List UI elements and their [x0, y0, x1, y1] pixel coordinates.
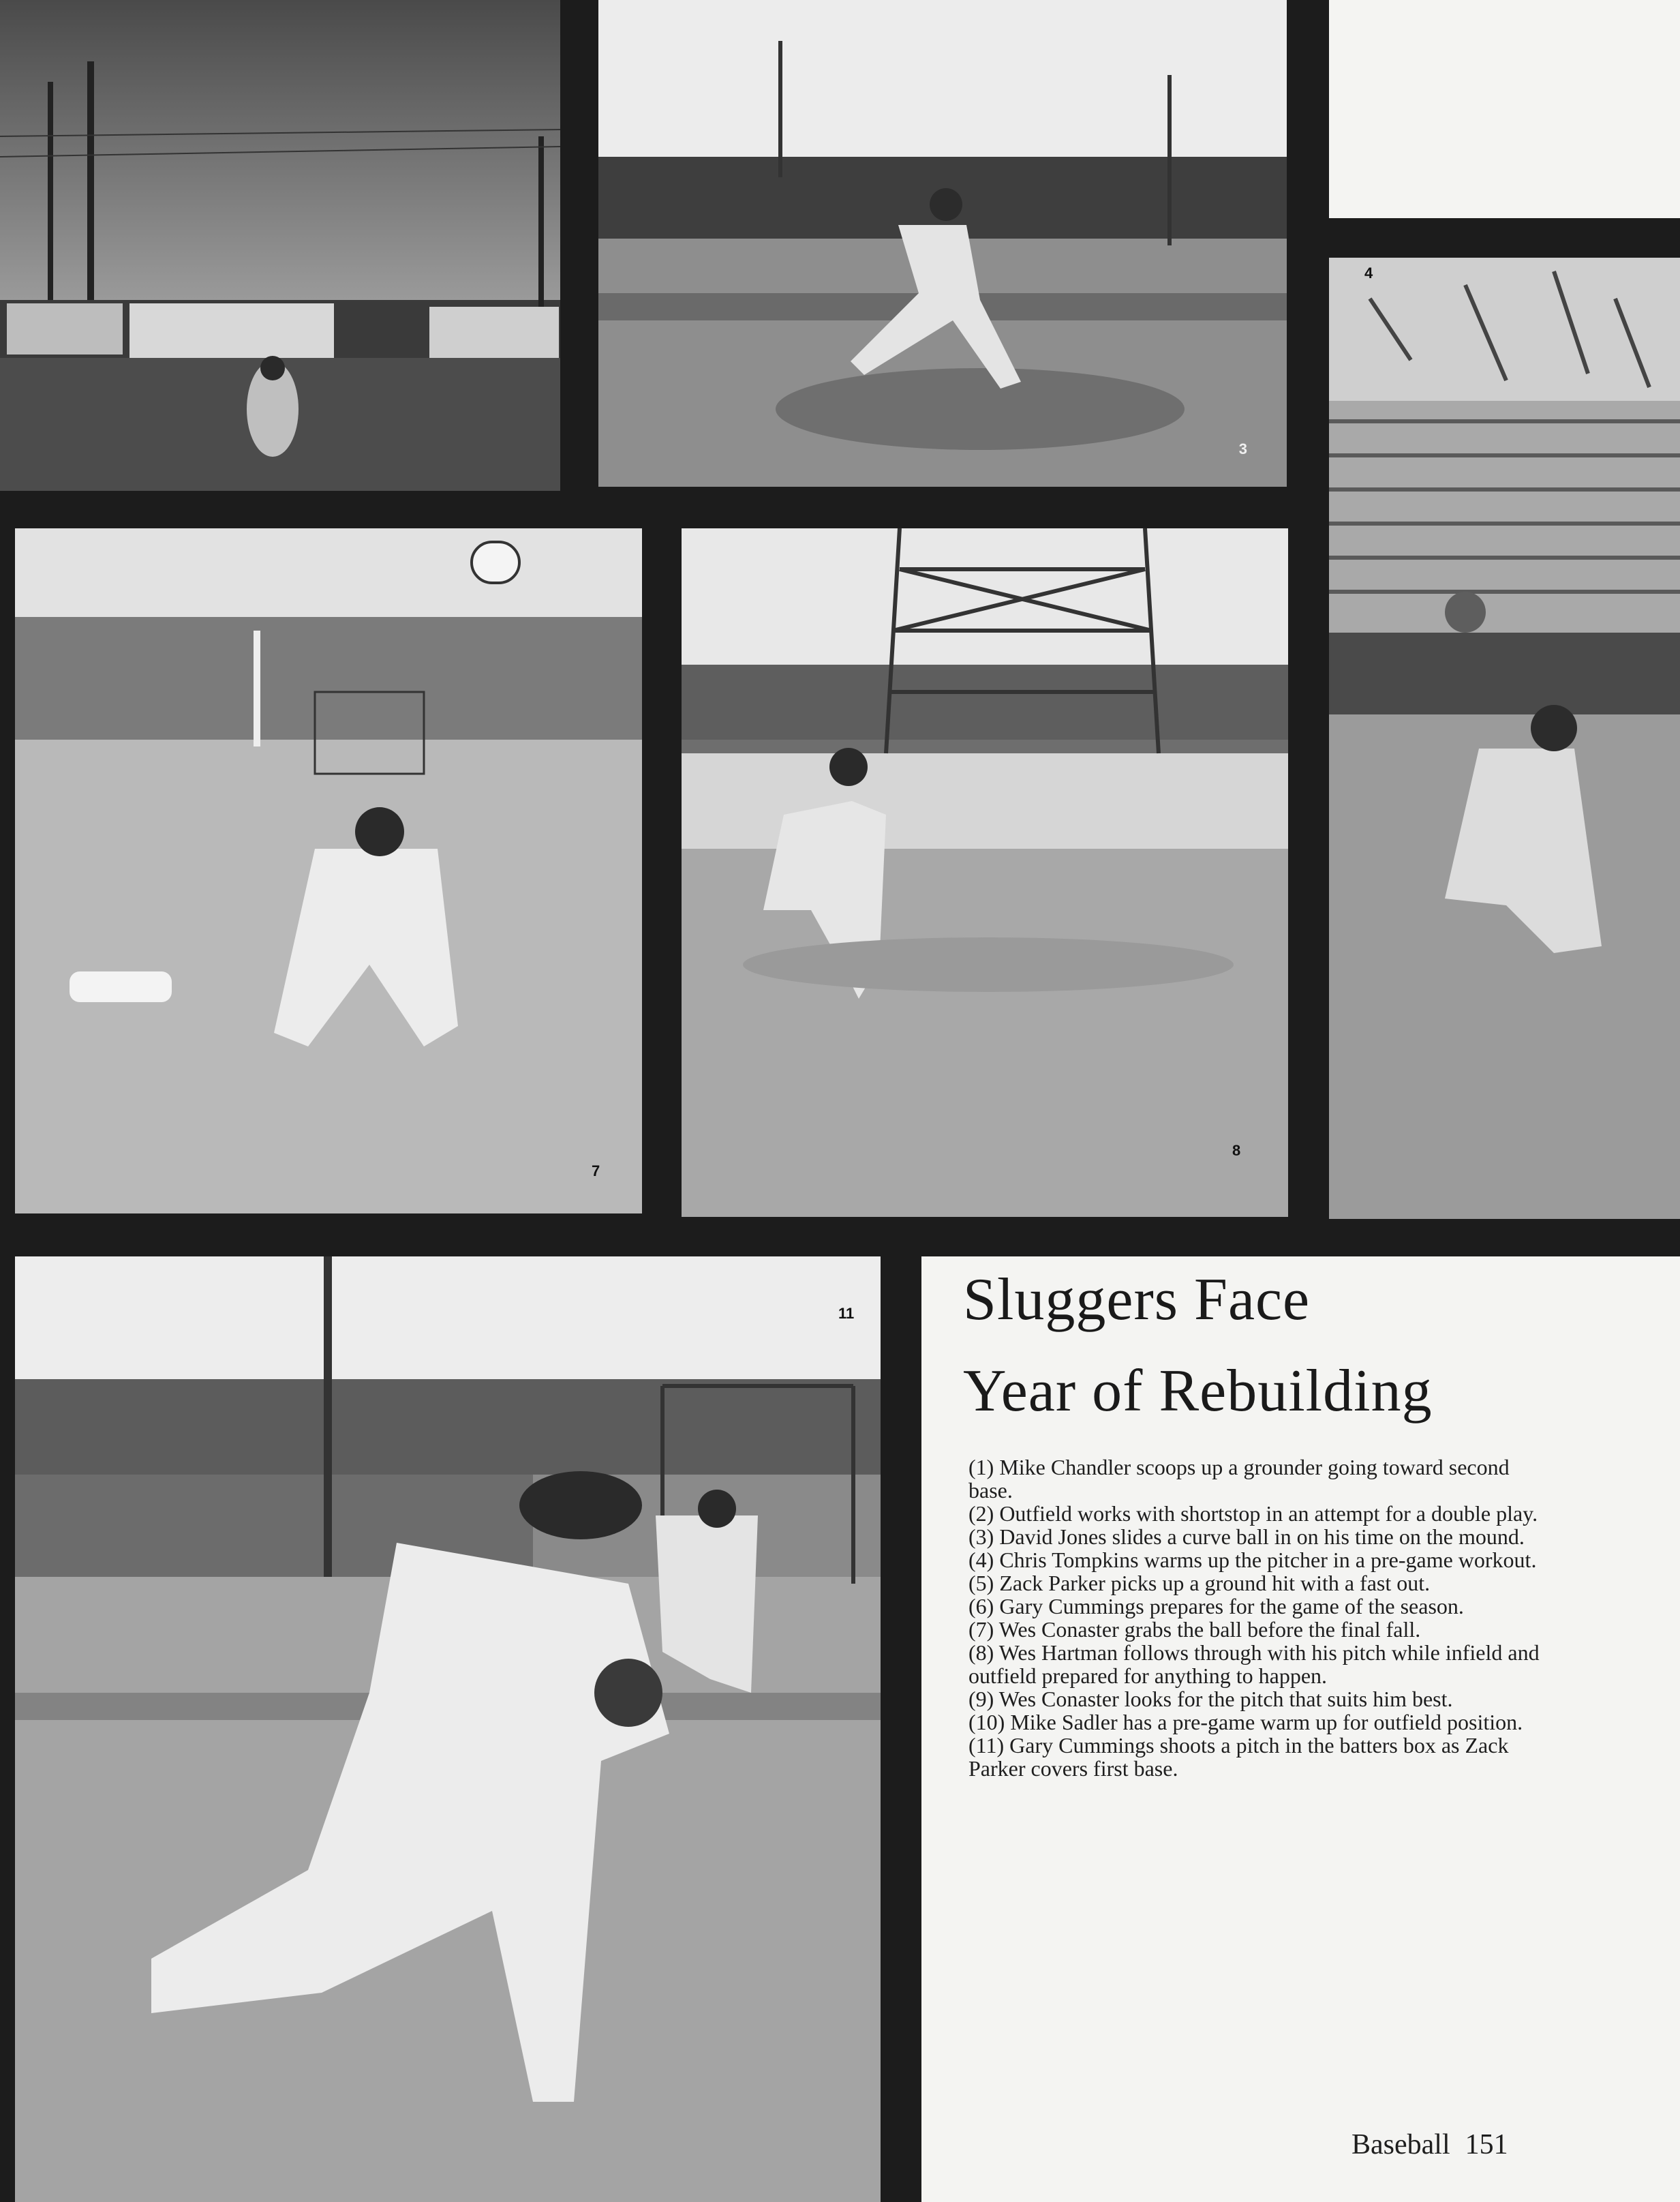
photo-11-number: 11: [838, 1305, 855, 1322]
caption-5: (5) Zack Parker picks up a ground hit with a fast out.: [968, 1571, 1431, 1595]
caption-8: (8) Wes Hartman follows through with his pitch while infield and outfield prepared for anything to happen.: [968, 1640, 1540, 1688]
photo-4: [1329, 258, 1680, 1219]
photo-8-number: 8: [1232, 1142, 1241, 1159]
photo-1-image: [0, 0, 560, 491]
caption-4: (4) Chris Tompkins warms up the pitcher in a pre-game workout.: [968, 1548, 1537, 1572]
photo-11: [15, 1256, 881, 2202]
photo-7: [15, 528, 642, 1213]
caption-2: (2) Outfield works with shortstop in an attempt for a double play.: [968, 1501, 1538, 1526]
caption-9: (9) Wes Conaster looks for the pitch that suits him best.: [968, 1687, 1453, 1711]
footer-section: Baseball: [1351, 2129, 1450, 2160]
headline-line-1: Sluggers Face: [963, 1267, 1311, 1333]
photo-8: [682, 528, 1288, 1217]
photo-4-number: 4: [1364, 265, 1373, 282]
photo-8-image: [682, 528, 1288, 1217]
page-number: 151: [1465, 2129, 1508, 2160]
photo-7-image: [15, 528, 642, 1213]
photo-3-number: 3: [1238, 440, 1247, 457]
photo-1: [0, 0, 560, 491]
caption-1: (1) Mike Chandler scoops up a grounder going toward second base.: [968, 1455, 1510, 1503]
caption-11: (11) Gary Cummings shoots a pitch in the batters box as Zack Parker covers first base.: [968, 1733, 1509, 1781]
photo-3-image: [598, 0, 1287, 487]
caption-3: (3) David Jones slides a curve ball in on his time on the mound.: [968, 1524, 1525, 1549]
caption-10: (10) Mike Sadler has a pre-game warm up for outfield position.: [968, 1710, 1523, 1734]
photo-3: [598, 0, 1287, 487]
caption-6: (6) Gary Cummings prepares for the game of the season.: [968, 1594, 1464, 1618]
caption-list: [968, 1456, 1555, 1780]
blank-corner: [1329, 0, 1680, 218]
headline-line-2: Year of Rebuilding: [963, 1358, 1433, 1424]
photo-7-number: 7: [592, 1162, 600, 1179]
page-footer: [1351, 2128, 1508, 2161]
article-headline: [963, 1254, 1617, 1437]
photo-4-image: [1329, 258, 1680, 1219]
caption-7: (7) Wes Conaster grabs the ball before the final fall.: [968, 1617, 1421, 1642]
photo-11-image: [15, 1256, 881, 2202]
